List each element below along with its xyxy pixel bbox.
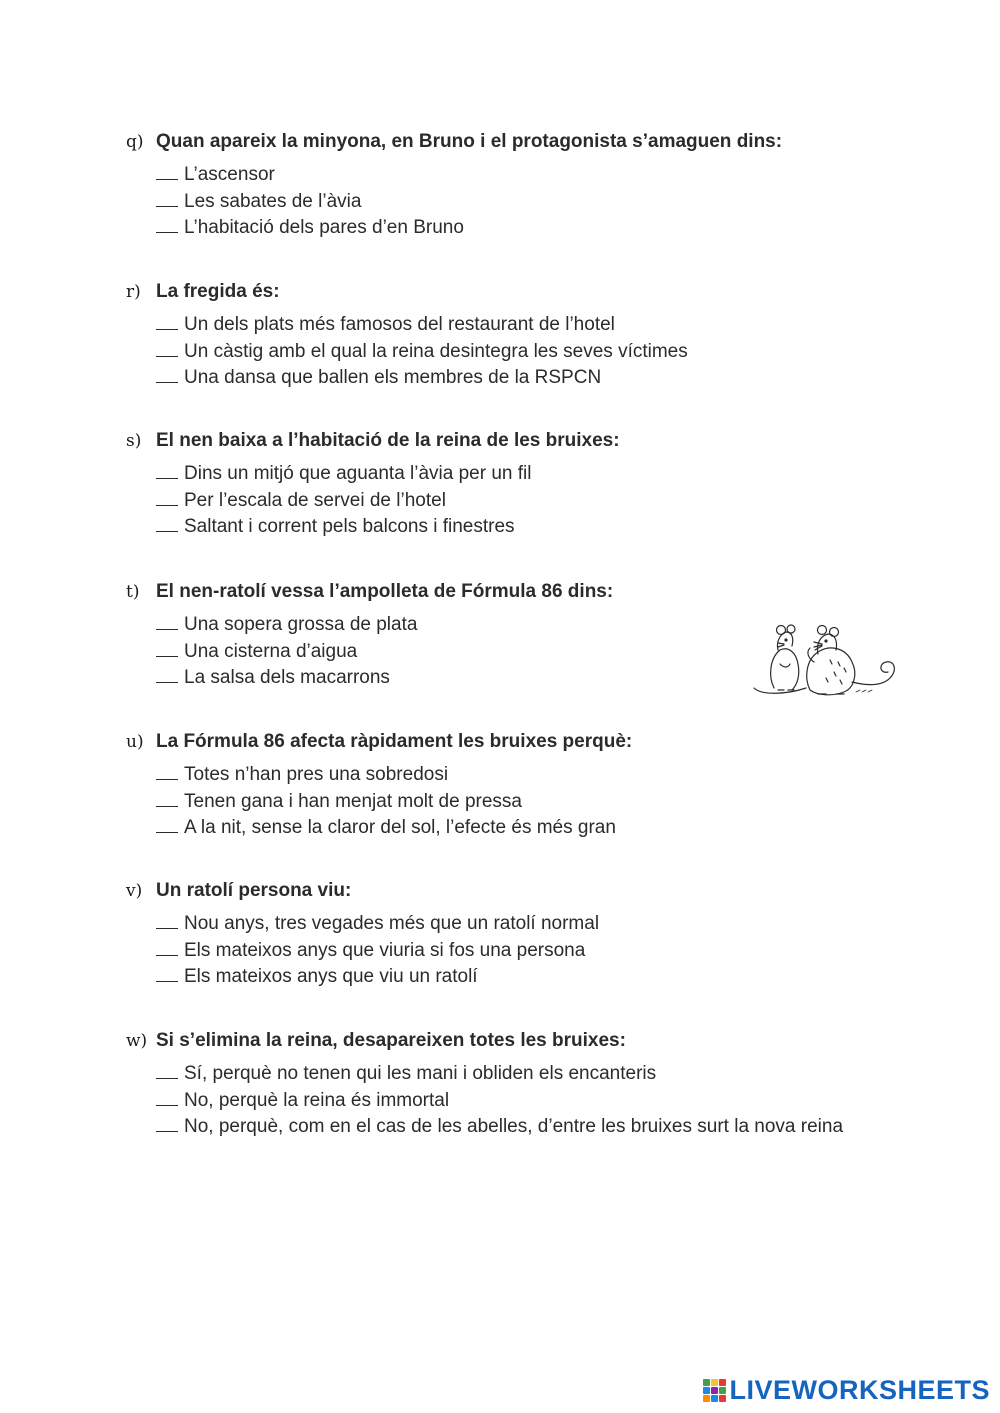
logo-cell xyxy=(703,1395,710,1402)
answer-blank[interactable] xyxy=(156,640,178,657)
question-header xyxy=(126,1026,946,1056)
option-text: A la nit, sense la claror del sol, l’efecte és més gran xyxy=(184,817,616,838)
answer-option[interactable] xyxy=(156,461,946,488)
option-text: Un càstig amb el qual la reina desintegra les seves víctimes xyxy=(184,340,688,362)
logo-cell xyxy=(719,1395,726,1402)
logo-cell xyxy=(711,1379,718,1386)
logo-cell xyxy=(711,1395,718,1402)
answer-option[interactable] xyxy=(156,514,946,541)
question-v xyxy=(126,876,946,991)
logo-cell xyxy=(703,1379,710,1386)
answer-blank[interactable] xyxy=(156,489,178,506)
answer-option[interactable] xyxy=(156,312,946,339)
option-text: No, perquè, com en el cas de les abelles, d’entre les bruixes surt la nova reina xyxy=(184,1116,844,1137)
answer-blank[interactable] xyxy=(156,462,178,479)
liveworksheets-logo[interactable] xyxy=(703,1375,990,1405)
answer-blank[interactable] xyxy=(156,515,178,532)
question-header xyxy=(126,727,946,757)
question-header xyxy=(126,277,946,307)
answer-option[interactable] xyxy=(156,964,946,991)
question-s xyxy=(126,426,946,541)
answer-option[interactable] xyxy=(156,189,946,216)
answer-blank[interactable] xyxy=(156,313,178,330)
options-list xyxy=(156,762,946,842)
answer-blank[interactable] xyxy=(156,1062,178,1079)
question-u xyxy=(126,727,946,842)
options-list xyxy=(156,1061,946,1141)
question-text: Quan apareix la minyona, en Bruno i el protagonista s’amaguen dins: xyxy=(156,131,783,152)
answer-blank[interactable] xyxy=(156,1115,178,1132)
question-text: Si s’elimina la reina, desapareixen totes les bruixes: xyxy=(156,1030,626,1051)
question-letter: t) xyxy=(126,582,140,602)
answer-option[interactable] xyxy=(156,215,946,242)
option-text: L’ascensor xyxy=(184,164,275,185)
answer-blank[interactable] xyxy=(156,790,178,807)
options-list xyxy=(156,312,946,392)
answer-blank[interactable] xyxy=(156,163,178,180)
answer-option[interactable] xyxy=(156,339,946,366)
option-text: Una sopera grossa de plata xyxy=(184,614,418,635)
option-text: Una dansa que ballen els membres de la RSPCN xyxy=(184,367,602,388)
option-text: Per l’escala de servei de l’hotel xyxy=(184,489,446,511)
answer-blank[interactable] xyxy=(156,666,178,683)
logo-cell xyxy=(719,1379,726,1386)
question-text: La Fórmula 86 afecta ràpidament les bruixes perquè: xyxy=(156,731,633,752)
logo-icon xyxy=(703,1379,726,1402)
answer-option[interactable] xyxy=(156,815,946,842)
logo-cell xyxy=(711,1387,718,1394)
options-list xyxy=(156,162,946,242)
option-text: Una cisterna d’aigua xyxy=(184,640,358,662)
question-letter: u) xyxy=(126,732,144,752)
question-header xyxy=(126,426,946,456)
answer-blank[interactable] xyxy=(156,190,178,207)
answer-blank[interactable] xyxy=(156,816,178,833)
question-letter: w) xyxy=(126,1031,148,1051)
question-letter: s) xyxy=(126,431,142,451)
option-text: Dins un mitjó que aguanta l’àvia per un fil xyxy=(184,463,532,484)
option-text: Nou anys, tres vegades més que un ratolí normal xyxy=(184,913,600,934)
answer-option[interactable] xyxy=(156,911,946,938)
mice-illustration xyxy=(748,616,908,704)
option-text: Saltant i corrent pels balcons i finestres xyxy=(184,516,515,537)
question-header xyxy=(126,577,946,607)
option-text: Sí, perquè no tenen qui les mani i obliden els encanteris xyxy=(184,1063,657,1084)
question-q xyxy=(126,127,946,242)
question-text: El nen-ratolí vessa l’ampolleta de Fórmula 86 dins: xyxy=(156,581,614,602)
option-text: No, perquè la reina és immortal xyxy=(184,1089,450,1111)
answer-blank[interactable] xyxy=(156,340,178,357)
answer-blank[interactable] xyxy=(156,366,178,383)
option-text: L’habitació dels pares d’en Bruno xyxy=(184,217,464,238)
answer-blank[interactable] xyxy=(156,763,178,780)
answer-option[interactable] xyxy=(156,1088,946,1115)
question-header xyxy=(126,876,946,906)
question-text: El nen baixa a l’habitació de la reina de les bruixes: xyxy=(156,430,620,451)
options-list xyxy=(156,911,946,991)
answer-option[interactable] xyxy=(156,789,946,816)
answer-blank[interactable] xyxy=(156,965,178,982)
option-text: Totes n’han pres una sobredosi xyxy=(184,764,449,785)
answer-option[interactable] xyxy=(156,365,946,392)
question-header xyxy=(126,127,946,157)
answer-option[interactable] xyxy=(156,488,946,515)
question-w xyxy=(126,1026,946,1141)
options-list xyxy=(156,461,946,541)
question-text: Un ratolí persona viu: xyxy=(156,880,352,901)
option-text: La salsa dels macarrons xyxy=(184,667,390,688)
question-letter: r) xyxy=(126,282,141,302)
question-letter: q) xyxy=(126,132,144,152)
logo-text: LIVEWORKSHEETS xyxy=(729,1374,990,1405)
answer-option[interactable] xyxy=(156,938,946,965)
answer-blank[interactable] xyxy=(156,216,178,233)
answer-option[interactable] xyxy=(156,762,946,789)
answer-option[interactable] xyxy=(156,162,946,189)
answer-blank[interactable] xyxy=(156,912,178,929)
answer-blank[interactable] xyxy=(156,613,178,630)
option-text: Un dels plats més famosos del restaurant de l’hotel xyxy=(184,314,615,335)
option-text: Tenen gana i han menjat molt de pressa xyxy=(184,790,522,812)
question-text: La fregida és: xyxy=(156,281,280,302)
answer-blank[interactable] xyxy=(156,939,178,956)
option-text: Els mateixos anys que viuria si fos una persona xyxy=(184,939,586,961)
option-text: Les sabates de l’àvia xyxy=(184,190,362,212)
question-letter: v) xyxy=(126,881,143,901)
question-r xyxy=(126,277,946,392)
answer-blank[interactable] xyxy=(156,1089,178,1106)
logo-cell xyxy=(703,1387,710,1394)
option-text: Els mateixos anys que viu un ratolí xyxy=(184,966,478,987)
logo-cell xyxy=(719,1387,726,1394)
answer-option[interactable] xyxy=(156,1061,946,1088)
answer-option[interactable] xyxy=(156,1114,946,1141)
